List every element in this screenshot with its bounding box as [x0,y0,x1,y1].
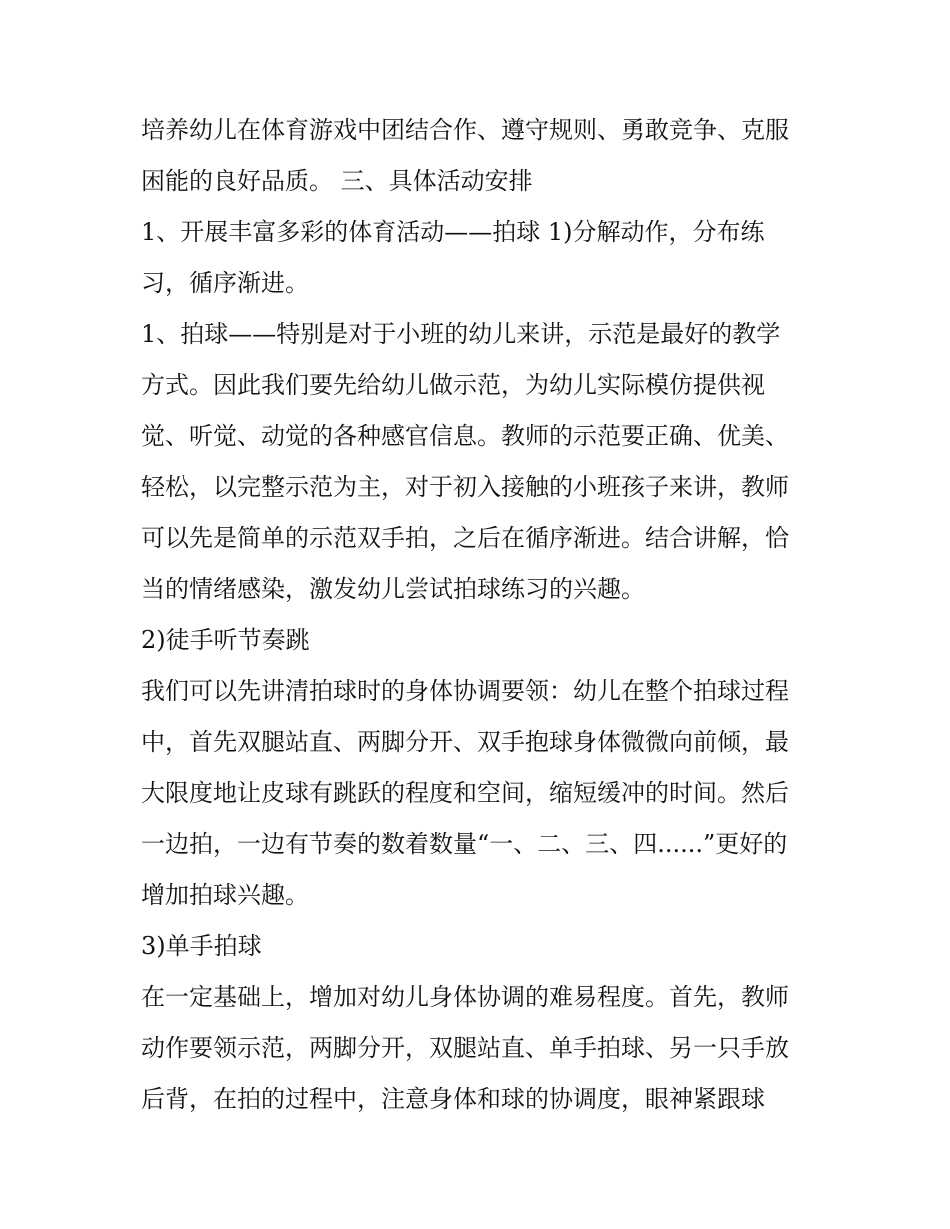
text-line: 当的情绪感染，激发幼儿尝试拍球练习的兴趣。 [141,575,645,603]
text-line: 我们可以先讲清拍球时的身体协调要领：幼儿在整个拍球过程 [141,677,789,705]
text-line: 大限度地让皮球有跳跃的程度和空间，缩短缓冲的时间。然后 [141,779,789,807]
text-line: 后背，在拍的过程中，注意身体和球的协调度，眼神紧跟球 [141,1085,765,1113]
text-line: 习，循序渐进。 [141,269,309,297]
text-line: 方式。因此我们要先给幼儿做示范，为幼儿实际模仿提供视 [141,371,765,399]
text-line: 可以先是简单的示范双手拍，之后在循序渐进。结合讲解，恰 [141,524,789,552]
text-line: 轻松，以完整示范为主，对于初入接触的小班孩子来讲，教师 [141,473,789,501]
text-line: 增加拍球兴趣。 [141,881,309,909]
text-line: 1、开展丰富多彩的体育活动——拍球 1)分解动作，分布练 [141,218,765,246]
text-line: 一边拍，一边有节奏的数着数量“一、二、三、四......”更好的 [141,830,788,858]
text-line: 1、拍球——特别是对于小班的幼儿来讲，示范是最好的教学 [141,320,781,348]
section-heading: 2)徒手听节奏跳 [141,626,310,654]
document-body [141,105,821,1125]
text-line: 动作要领示范，两脚分开，双腿站直、单手拍球、另一只手放 [141,1034,789,1062]
text-line: 觉、听觉、动觉的各种感官信息。教师的示范要正确、优美、 [141,422,789,450]
section-heading: 3)单手拍球 [141,932,262,960]
text-line: 在一定基础上，增加对幼儿身体协调的难易程度。首先，教师 [141,983,789,1011]
text-line: 培养幼儿在体育游戏中团结合作、遵守规则、勇敢竞争、克服 [141,116,789,144]
text-line: 困能的良好品质。 三、具体活动安排 [141,167,533,195]
text-line: 中，首先双腿站直、两脚分开、双手抱球身体微微向前倾，最 [141,728,789,756]
